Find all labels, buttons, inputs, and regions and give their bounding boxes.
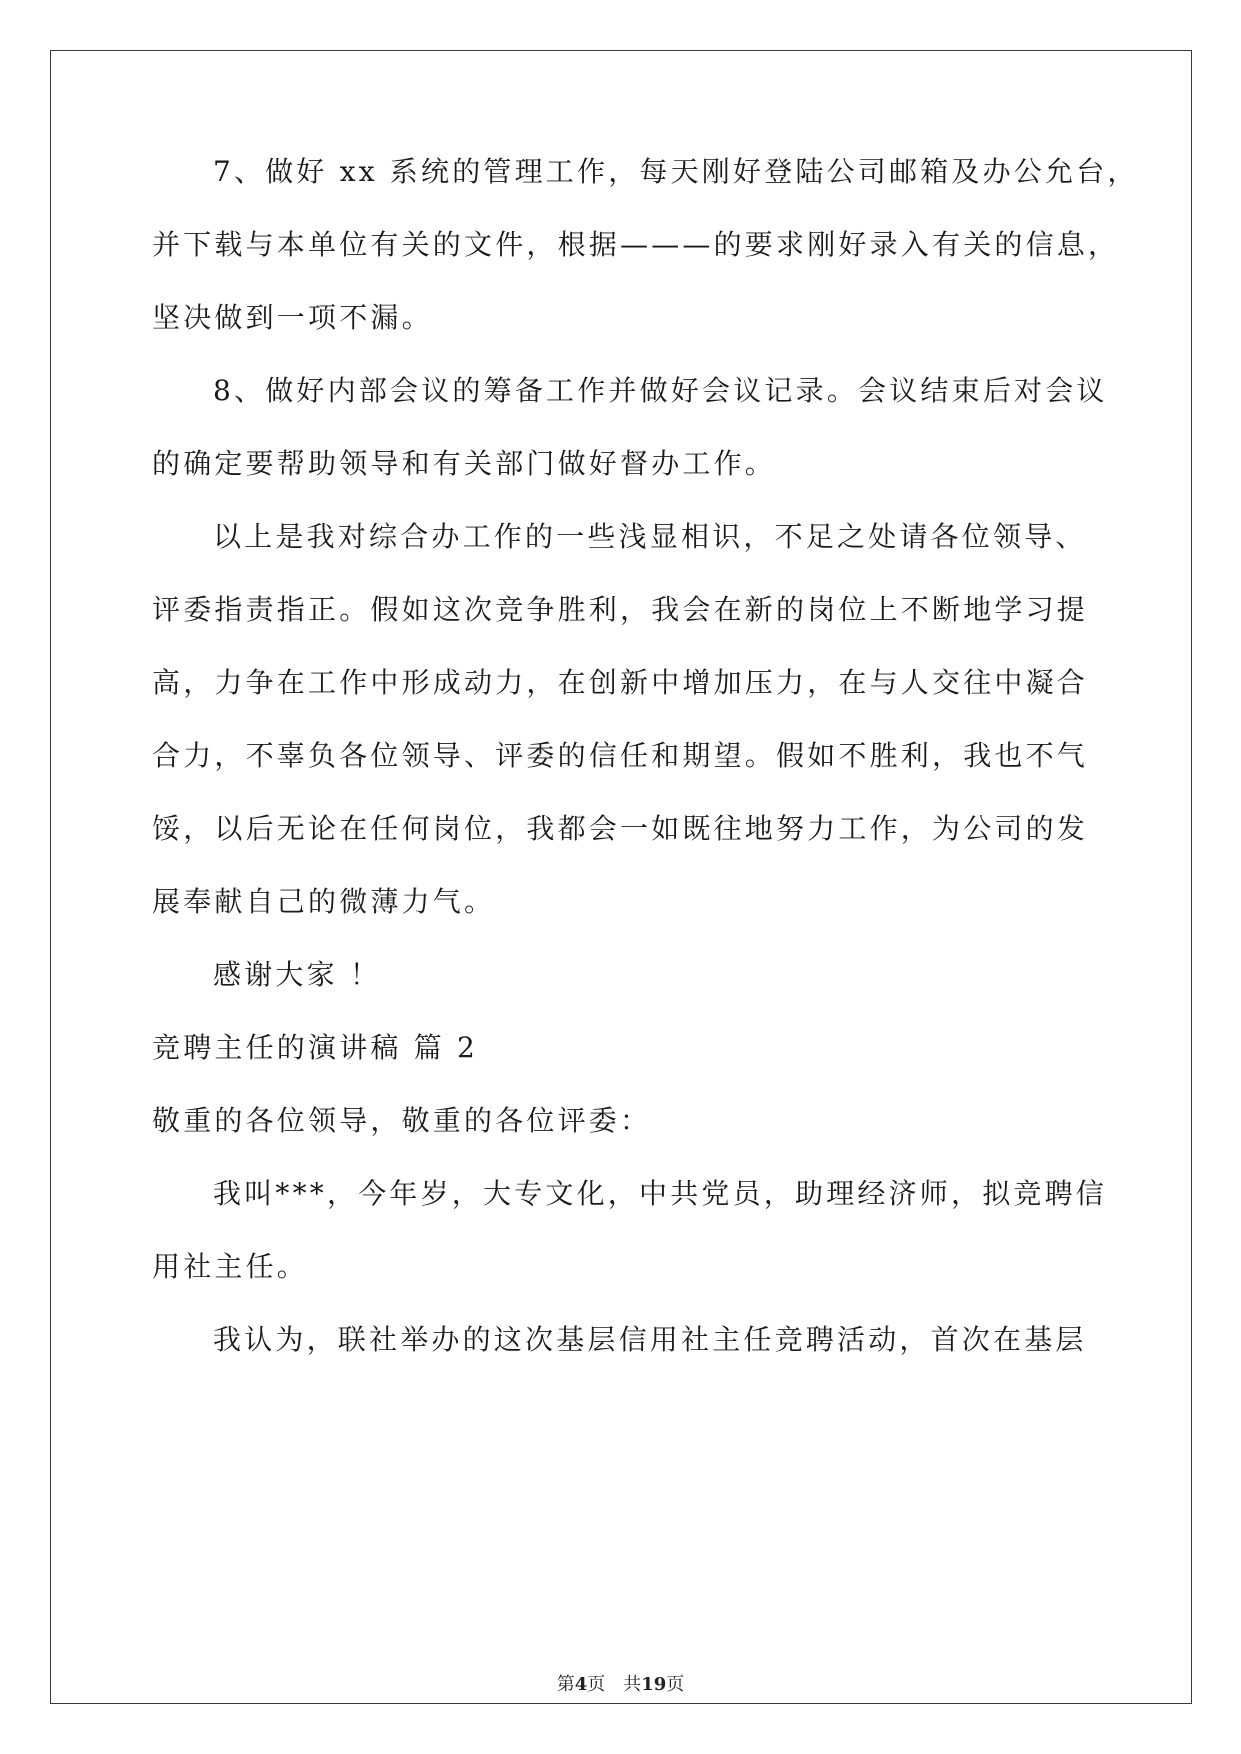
paragraph-line: 以上是我对综合办工作的一些浅显相识，不足之处请各位领导、 bbox=[213, 520, 1087, 553]
paragraph-line: 感谢大家 ！ bbox=[213, 958, 382, 991]
paragraph-line: 合力，不辜负各位领导、评委的信任和期望。假如不胜利，我也不气 bbox=[152, 739, 1089, 772]
footer-prefix: 第 bbox=[556, 1674, 575, 1695]
paragraph-line: 馁，以后无论在任何岗位，我都会一如既往地努力工作，为公司的发 bbox=[152, 812, 1089, 845]
paragraph-line: 坚决做到一项不漏。 bbox=[152, 301, 433, 334]
paragraph-line: 的确定要帮助领导和有关部门做好督办工作。 bbox=[152, 447, 777, 480]
section-heading: 竞聘主任的演讲稿 篇 2 bbox=[152, 1031, 479, 1064]
paragraph-line: 7、做好 xx 系统的管理工作，每天刚好登陆公司邮箱及办公允台， bbox=[213, 155, 1139, 188]
paragraph-line: 高，力争在工作中形成动力，在创新中增加压力，在与人交往中凝合 bbox=[152, 666, 1089, 699]
footer-current-page: 4 bbox=[574, 1674, 588, 1695]
paragraph-line: 用社主任。 bbox=[152, 1250, 309, 1283]
paragraph-line: 8、做好内部会议的筹备工作并做好会议记录。会议结束后对会议 bbox=[213, 374, 1108, 407]
footer-total-pages: 19 bbox=[641, 1674, 667, 1695]
paragraph-line: 我认为，联社举办的这次基层信用社主任竞聘活动，首次在基层 bbox=[213, 1323, 1087, 1356]
paragraph-line: 展奉献自己的微薄力气。 bbox=[152, 885, 496, 918]
page-footer bbox=[0, 1673, 1241, 1697]
footer-mid: 页 共 bbox=[587, 1674, 642, 1695]
paragraph-line: 评委指责指正。假如这次竞争胜利，我会在新的岗位上不断地学习提 bbox=[152, 593, 1089, 626]
footer-suffix: 页 bbox=[666, 1674, 685, 1695]
paragraph-line: 并下载与本单位有关的文件，根据———的要求刚好录入有关的信息， bbox=[152, 228, 1120, 261]
salutation: 敬重的各位领导，敬重的各位评委： bbox=[152, 1104, 652, 1137]
paragraph-line: 我叫***，今年岁，大专文化，中共党员，助理经济师，拟竞聘信 bbox=[213, 1177, 1108, 1210]
